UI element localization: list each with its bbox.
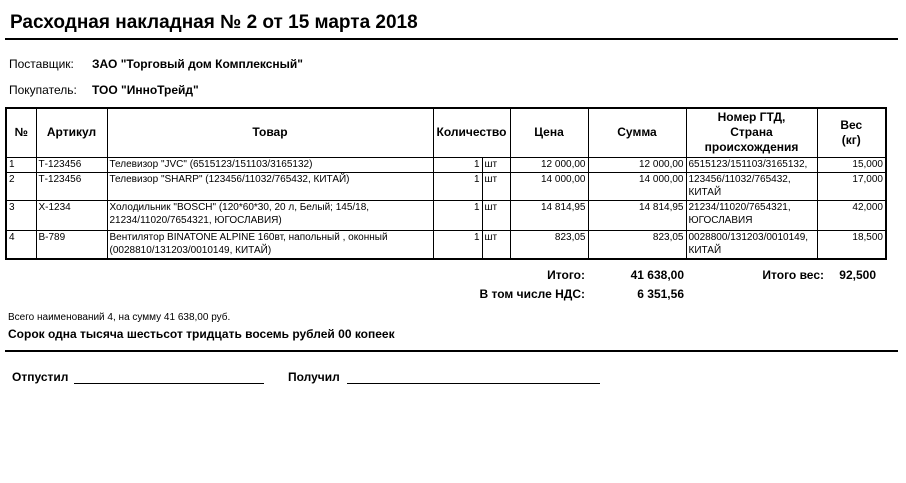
header-weight xyxy=(817,108,886,157)
header-sum: Сумма xyxy=(588,108,686,157)
header-gtd xyxy=(686,108,817,157)
table-row xyxy=(6,172,886,200)
amount-in-words: Сорок одна тысяча шестьсот тридцать восемь рублей 00 копеек xyxy=(8,327,395,341)
items-summary: Всего наименований 4, на сумму 41 638,00 руб. xyxy=(8,312,231,323)
cell-num: 3 xyxy=(6,200,36,230)
cell-weight: 15,000 xyxy=(817,157,886,172)
cell-unit: шт xyxy=(482,200,510,230)
received-by-label: Получил xyxy=(288,370,340,384)
cell-article: Х-1234 xyxy=(36,200,107,230)
cell-sum: 12 000,00 xyxy=(588,157,686,172)
cell-num: 4 xyxy=(6,230,36,259)
cell-price: 14 000,00 xyxy=(510,172,588,200)
cell-sum: 14 000,00 xyxy=(588,172,686,200)
cell-sum: 823,05 xyxy=(588,230,686,259)
cell-gtd: 21234/11020/7654321, ЮГОСЛАВИЯ xyxy=(686,200,817,230)
top-divider xyxy=(5,38,898,40)
cell-unit: шт xyxy=(482,172,510,200)
vat-value: 6 351,56 xyxy=(637,287,684,301)
cell-unit: шт xyxy=(482,230,510,259)
header-price: Цена xyxy=(510,108,588,157)
header-gtd-line1: Номер ГТД, xyxy=(717,110,786,125)
cell-price: 823,05 xyxy=(510,230,588,259)
cell-product: Вентилятор BINATONE ALPINE 160вт, напольный , оконный (0028810/131203/0010149, КИТАЙ) xyxy=(107,230,433,259)
buyer-label: Покупатель: xyxy=(9,83,77,97)
cell-qty: 1 xyxy=(433,230,482,259)
header-weight-line1: Вес xyxy=(840,117,863,132)
total-weight-value: 92,500 xyxy=(839,268,876,282)
cell-weight: 18,500 xyxy=(817,230,886,259)
bottom-divider xyxy=(5,350,898,352)
cell-gtd: 0028800/131203/0010149, КИТАЙ xyxy=(686,230,817,259)
items-table xyxy=(5,107,887,260)
cell-article: Т-123456 xyxy=(36,172,107,200)
total-label: Итого: xyxy=(547,268,585,282)
header-product: Товар xyxy=(107,108,433,157)
document-title: Расходная накладная № 2 от 15 марта 2018 xyxy=(10,12,418,33)
cell-gtd: 6515123/151103/3165132, xyxy=(686,157,817,172)
header-gtd-line3: происхождения xyxy=(704,140,799,155)
cell-unit: шт xyxy=(482,157,510,172)
buyer-value: ТОО "ИнноТрейд" xyxy=(92,83,199,97)
cell-weight: 17,000 xyxy=(817,172,886,200)
table-header-row xyxy=(6,108,886,157)
cell-product: Холодильник "BOSCH" (120*60*30, 20 л, Белый; 145/18, 21234/11020/7654321, ЮГОСЛАВИЯ) xyxy=(107,200,433,230)
cell-sum: 14 814,95 xyxy=(588,200,686,230)
released-by-label: Отпустил xyxy=(12,370,69,384)
header-gtd-line2: Страна xyxy=(730,125,773,140)
table-row xyxy=(6,200,886,230)
cell-product: Телевизор "JVC" (6515123/151103/3165132) xyxy=(107,157,433,172)
received-by-signature-line xyxy=(347,383,600,384)
cell-num: 1 xyxy=(6,157,36,172)
cell-article: Т-123456 xyxy=(36,157,107,172)
cell-qty: 1 xyxy=(433,200,482,230)
table-row xyxy=(6,157,886,172)
cell-price: 12 000,00 xyxy=(510,157,588,172)
header-num: № xyxy=(6,108,36,157)
table-row xyxy=(6,230,886,259)
supplier-label: Поставщик: xyxy=(9,57,74,71)
vat-label: В том числе НДС: xyxy=(479,287,585,301)
header-article: Артикул xyxy=(36,108,107,157)
cell-product: Телевизор "SHARP" (123456/11032/765432, КИТАЙ) xyxy=(107,172,433,200)
released-by-signature-line xyxy=(74,383,264,384)
header-weight-line2: (кг) xyxy=(841,132,861,147)
supplier-value: ЗАО "Торговый дом Комплексный" xyxy=(92,57,303,71)
cell-qty: 1 xyxy=(433,172,482,200)
cell-num: 2 xyxy=(6,172,36,200)
total-value: 41 638,00 xyxy=(630,268,684,282)
header-quantity: Количество xyxy=(433,108,510,157)
cell-weight: 42,000 xyxy=(817,200,886,230)
cell-price: 14 814,95 xyxy=(510,200,588,230)
total-weight-label: Итого вес: xyxy=(762,268,824,282)
cell-article: В-789 xyxy=(36,230,107,259)
cell-gtd: 123456/11032/765432, КИТАЙ xyxy=(686,172,817,200)
cell-qty: 1 xyxy=(433,157,482,172)
